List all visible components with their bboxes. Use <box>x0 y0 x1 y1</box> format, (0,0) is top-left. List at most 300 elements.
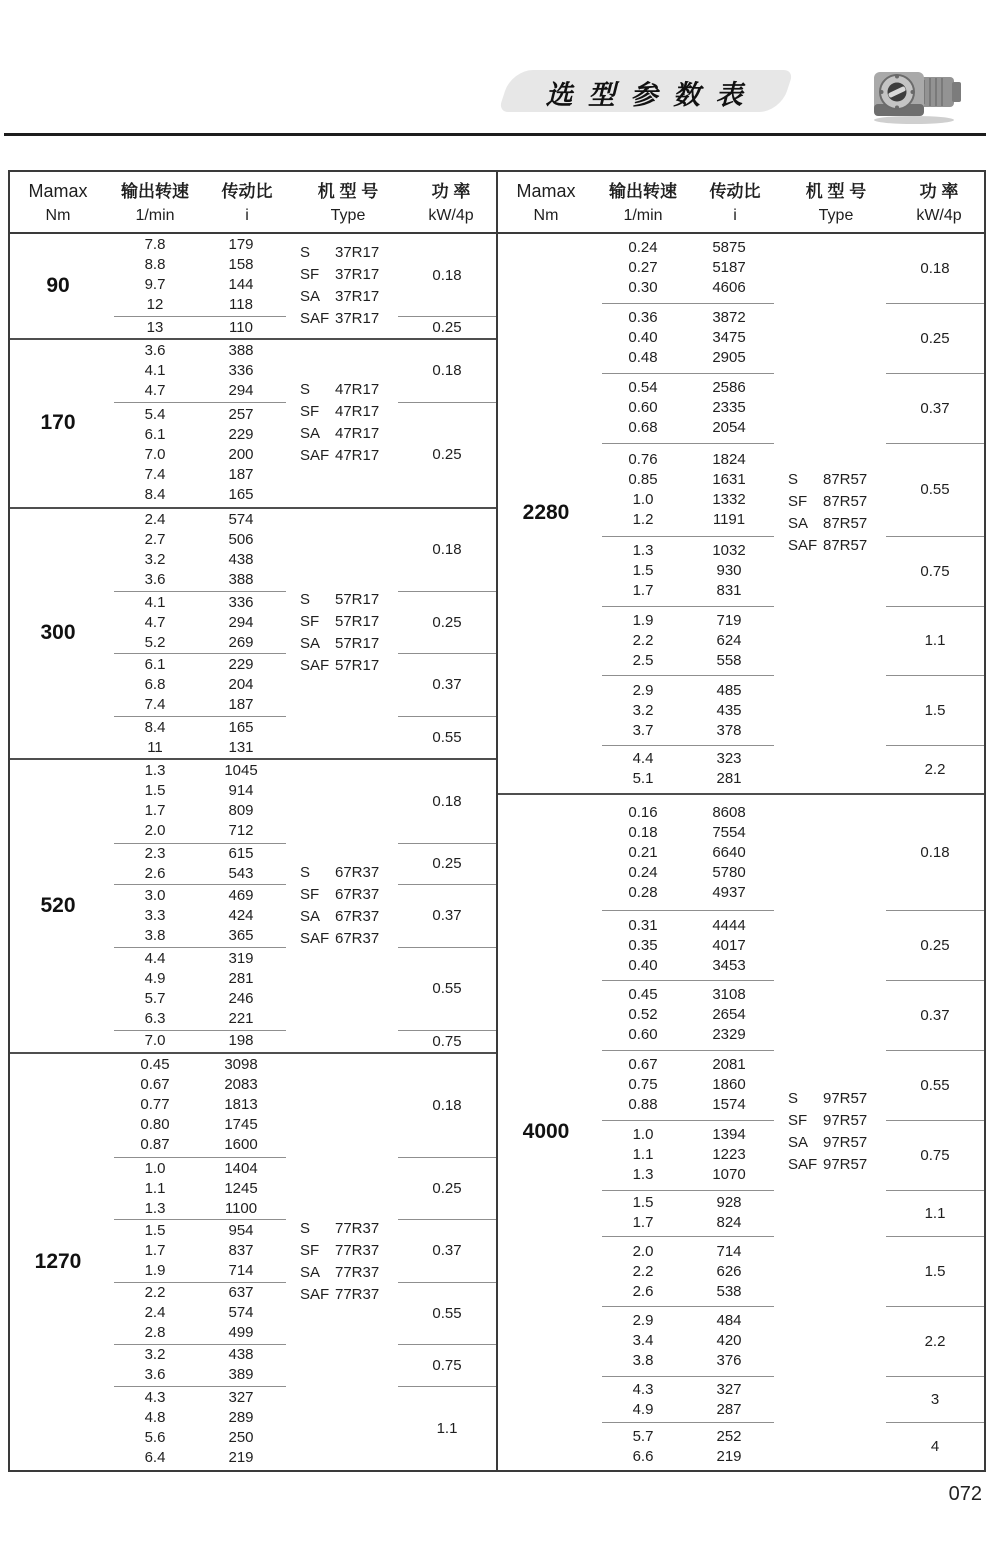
speed-value: 2.9 <box>632 681 654 699</box>
ratio-value: 165 <box>228 718 254 736</box>
ratio-value: 165 <box>228 485 254 503</box>
output-speed-column <box>602 1121 684 1190</box>
ratio-column <box>684 234 774 303</box>
type-model-line <box>788 1132 867 1154</box>
type-model: 57R17 <box>335 635 380 653</box>
speed-value: 3.6 <box>144 570 166 588</box>
page-title: 选 型 参 数 表 <box>545 79 747 110</box>
speed-ratio-block <box>602 444 774 537</box>
ratio-column <box>684 746 774 793</box>
header-unit: 1/min <box>623 207 663 224</box>
ratio-value: 221 <box>228 1009 254 1027</box>
output-speed-column <box>114 1220 196 1281</box>
speed-value: 4.1 <box>144 361 166 379</box>
type-prefix: SF <box>300 613 320 631</box>
power-value: 0.25 <box>432 319 462 337</box>
speed-value: 1.5 <box>632 562 654 580</box>
output-speed-column <box>602 1237 684 1306</box>
ratio-value: 378 <box>716 721 742 739</box>
speed-ratio-block <box>114 717 286 759</box>
ratio-value: 388 <box>228 570 254 588</box>
speed-value: 3.7 <box>632 721 654 739</box>
power-value: 0.18 <box>398 509 496 592</box>
speed-value: 4.3 <box>144 1389 166 1407</box>
mamax-value: 4000 <box>522 1120 570 1144</box>
column-header-output-speed <box>594 172 692 232</box>
ratio-value: 5187 <box>712 259 746 277</box>
speed-value: 7.0 <box>144 1032 166 1050</box>
type-model: 97R57 <box>823 1156 868 1174</box>
type-model-line <box>300 1262 379 1284</box>
power-value: 0.18 <box>398 1054 496 1158</box>
ratio-column <box>684 911 774 980</box>
ratio-value: 558 <box>716 651 742 669</box>
speed-ratio-block <box>114 1345 286 1387</box>
ratio-value: 289 <box>228 1409 254 1427</box>
power-value: 4 <box>930 1438 940 1456</box>
speed-value: 3.2 <box>632 701 654 719</box>
speed-value: 2.2 <box>632 1262 654 1280</box>
speed-ratio-block <box>114 592 286 654</box>
type-prefix: SF <box>300 266 320 284</box>
speed-value: 7.4 <box>144 695 166 713</box>
speed-value: 12 <box>146 296 164 314</box>
ratio-value: 250 <box>228 1429 254 1447</box>
selection-parameter-table <box>8 170 986 1472</box>
ratio-value: 2083 <box>224 1076 258 1094</box>
type-model: 87R57 <box>823 493 868 511</box>
type-models <box>300 340 379 507</box>
type-model: 97R57 <box>823 1112 868 1130</box>
speed-value: 1.9 <box>144 1261 166 1279</box>
speed-value: 1.3 <box>632 1166 654 1184</box>
ratio-value: 712 <box>228 822 254 840</box>
speed-value: 2.6 <box>632 1282 654 1300</box>
speed-ratio-block <box>602 304 774 374</box>
speed-value: 9.7 <box>144 276 166 294</box>
power-value: 0.55 <box>398 1283 496 1345</box>
type-model: 67R37 <box>335 886 380 904</box>
output-speed-column <box>114 592 196 653</box>
speed-value: 0.45 <box>140 1056 170 1074</box>
ratio-column <box>196 234 286 316</box>
ratio-column <box>196 1387 286 1470</box>
speed-value: 2.6 <box>144 864 166 882</box>
speed-value: 1.0 <box>632 1126 654 1144</box>
type-prefix: SA <box>788 515 809 533</box>
output-speed-column <box>114 1054 196 1157</box>
type-model: 97R57 <box>823 1090 868 1108</box>
type-models <box>300 1054 379 1470</box>
ratio-value: 229 <box>228 655 254 673</box>
type-model: 47R17 <box>335 403 380 421</box>
type-model-line <box>300 928 379 950</box>
type-prefix: SA <box>300 1263 321 1281</box>
power-value: 0.18 <box>398 340 496 402</box>
column-header-row <box>10 172 496 234</box>
power-value: 0.37 <box>886 981 984 1051</box>
type-model: 57R17 <box>335 613 380 631</box>
mamax-value: 2280 <box>522 501 570 525</box>
power-value: 1.5 <box>886 676 984 746</box>
ratio-value: 118 <box>229 296 253 314</box>
ratio-column <box>684 1051 774 1120</box>
output-speed-column <box>602 981 684 1050</box>
power-value: 2.2 <box>924 760 946 778</box>
type-prefix: SAF <box>300 310 330 328</box>
ratio-value: 930 <box>716 562 742 580</box>
ratio-value: 4017 <box>712 936 746 954</box>
ratio-column <box>684 374 774 443</box>
ratio-value: 1070 <box>712 1166 746 1184</box>
speed-value: 6.1 <box>144 425 166 443</box>
type-model: 67R37 <box>335 908 380 926</box>
ratio-value: 1100 <box>224 1199 258 1217</box>
output-speed-column <box>602 1377 684 1423</box>
table-half-left <box>10 172 496 1470</box>
speed-value: 0.60 <box>628 399 658 417</box>
power-value: 0.75 <box>886 537 984 607</box>
ratio-value: 376 <box>716 1352 742 1370</box>
ratio-value: 110 <box>229 318 253 336</box>
output-speed-column <box>114 1031 196 1052</box>
ratio-value: 319 <box>228 949 254 967</box>
speed-value: 4.7 <box>144 381 166 399</box>
header-unit: Type <box>818 207 854 224</box>
ratio-value: 187 <box>228 465 254 483</box>
ratio-value: 1631 <box>712 470 746 488</box>
ratio-value: 637 <box>228 1284 254 1302</box>
type-model: 87R57 <box>823 537 868 555</box>
type-models <box>788 234 867 793</box>
ratio-value: 204 <box>228 675 254 693</box>
ratio-value: 219 <box>228 1449 254 1467</box>
ratio-column <box>684 1191 774 1237</box>
ratio-value: 269 <box>228 633 254 651</box>
ratio-column <box>684 1423 774 1470</box>
ratio-value: 954 <box>228 1221 254 1239</box>
ratio-value: 388 <box>228 341 254 359</box>
speed-value: 0.36 <box>628 309 658 327</box>
speed-ratio-block <box>602 676 774 746</box>
output-speed-column <box>602 1191 684 1237</box>
speed-ratio-block <box>114 1054 286 1158</box>
type-model-line <box>788 1154 867 1176</box>
ratio-column <box>196 760 286 842</box>
speed-value: 3.2 <box>144 1346 166 1364</box>
type-prefix: SAF <box>300 657 330 675</box>
speed-value: 6.3 <box>144 1009 166 1027</box>
ratio-column <box>684 795 774 910</box>
power-value: 0.75 <box>886 1121 984 1191</box>
torque-group-4000 <box>498 795 984 1470</box>
type-models <box>300 760 379 1051</box>
power-value: 0.25 <box>398 844 496 886</box>
ratio-value: 809 <box>228 802 254 820</box>
ratio-column <box>196 1283 286 1344</box>
output-speed-column <box>114 317 196 338</box>
output-speed-column <box>602 1307 684 1376</box>
header-rule <box>4 133 986 136</box>
output-speed-column <box>114 1387 196 1470</box>
ratio-value: 2329 <box>712 1026 746 1044</box>
ratio-value: 336 <box>228 593 254 611</box>
ratio-column <box>684 676 774 745</box>
type-model: 47R17 <box>335 447 380 465</box>
speed-ratio-block <box>602 1121 774 1191</box>
header-label: 功 率 <box>919 182 959 201</box>
ratio-value: 714 <box>716 1242 742 1260</box>
ratio-value: 1574 <box>712 1096 746 1114</box>
ratio-column <box>684 607 774 676</box>
output-speed-column <box>602 234 684 303</box>
power-value: 0.75 <box>432 1032 462 1050</box>
type-model: 37R17 <box>335 310 380 328</box>
ratio-value: 252 <box>716 1427 742 1445</box>
ratio-value: 8608 <box>712 803 746 821</box>
ratio-value: 2081 <box>712 1056 746 1074</box>
ratio-column <box>196 1158 286 1219</box>
type-model: 77R37 <box>335 1219 380 1237</box>
ratio-value: 624 <box>716 631 742 649</box>
type-model-line <box>300 1218 379 1240</box>
output-speed-column <box>602 374 684 443</box>
power-value: 0.25 <box>886 304 984 374</box>
speed-ratio-block <box>602 1191 774 1238</box>
ratio-value: 4606 <box>712 279 746 297</box>
speed-ratio-block <box>114 885 286 947</box>
speed-ratio-block <box>114 1220 286 1282</box>
table-body-left <box>10 234 496 1470</box>
speed-value: 0.35 <box>628 936 658 954</box>
table-body-right <box>498 234 984 1470</box>
ratio-column <box>196 1031 286 1052</box>
output-speed-column <box>114 234 196 316</box>
speed-value: 0.88 <box>628 1096 658 1114</box>
column-header-mamax <box>498 172 594 232</box>
column-header-ratio <box>692 172 778 232</box>
power-value: 0.55 <box>886 1051 984 1121</box>
ratio-value: 3098 <box>224 1056 258 1074</box>
type-model: 47R17 <box>335 425 380 443</box>
mamax-value: 90 <box>46 274 70 298</box>
ratio-value: 928 <box>716 1194 742 1212</box>
header-unit: kW/4p <box>916 207 962 224</box>
power-value: 0.25 <box>398 592 496 654</box>
ratio-value: 287 <box>716 1400 742 1418</box>
type-model: 57R17 <box>335 591 380 609</box>
header-label: 输出转速 <box>609 182 677 201</box>
type-model-line <box>300 906 379 928</box>
mamax-value: 520 <box>40 894 76 918</box>
power-value: 0.37 <box>398 1220 496 1282</box>
speed-ratio-block <box>602 1307 774 1377</box>
ratio-value: 5780 <box>712 863 746 881</box>
type-prefix: SAF <box>788 537 818 555</box>
speed-value: 0.24 <box>628 239 658 257</box>
speed-value: 2.0 <box>144 822 166 840</box>
ratio-column <box>684 304 774 373</box>
ratio-value: 2054 <box>712 419 746 437</box>
speed-value: 1.5 <box>144 782 166 800</box>
speed-value: 0.16 <box>628 803 658 821</box>
ratio-value: 1860 <box>712 1076 746 1094</box>
speed-value: 0.24 <box>628 863 658 881</box>
type-model-line <box>300 589 379 611</box>
ratio-value: 1404 <box>224 1159 258 1177</box>
speed-value: 3.6 <box>144 1366 166 1384</box>
output-speed-column <box>114 760 196 842</box>
ratio-value: 831 <box>716 582 742 600</box>
ratio-column <box>196 885 286 946</box>
power-value: 2.2 <box>886 1307 984 1377</box>
ratio-value: 4937 <box>712 883 746 901</box>
power-value: 1.1 <box>886 607 984 677</box>
output-speed-column <box>114 844 196 885</box>
ratio-value: 2905 <box>712 349 746 367</box>
speed-ratio-block <box>602 981 774 1051</box>
type-model: 47R17 <box>335 381 380 399</box>
speed-value: 3.0 <box>144 886 166 904</box>
output-speed-column <box>114 1345 196 1386</box>
type-models <box>300 234 379 338</box>
ratio-value: 281 <box>228 969 254 987</box>
speed-value: 2.2 <box>144 1284 166 1302</box>
speed-value: 0.21 <box>628 843 658 861</box>
ratio-value: 1223 <box>712 1146 746 1164</box>
type-prefix: SA <box>300 425 321 443</box>
speed-ratio-block <box>602 911 774 981</box>
ratio-value: 2335 <box>712 399 746 417</box>
speed-ratio-block <box>114 1283 286 1345</box>
type-model-line <box>788 513 867 535</box>
column-header-row <box>498 172 984 234</box>
speed-value: 4.9 <box>144 969 166 987</box>
power-value: 1.1 <box>886 1191 984 1238</box>
speed-value: 4.4 <box>632 750 654 768</box>
ratio-value: 327 <box>228 1389 254 1407</box>
speed-ratio-block <box>114 509 286 592</box>
type-model-line <box>300 242 379 264</box>
ratio-value: 323 <box>716 750 742 768</box>
speed-value: 7.4 <box>144 465 166 483</box>
type-prefix: SF <box>300 1241 320 1259</box>
header-unit: 1/min <box>135 207 175 224</box>
type-prefix: SA <box>300 288 321 306</box>
ratio-column <box>196 592 286 653</box>
mamax-value: 300 <box>40 621 76 645</box>
speed-value: 2.5 <box>632 651 654 669</box>
ratio-value: 294 <box>228 381 254 399</box>
speed-value: 0.40 <box>628 329 658 347</box>
type-model: 77R37 <box>335 1263 380 1281</box>
type-model: 87R57 <box>823 471 868 489</box>
gearmotor-photo <box>866 62 966 126</box>
speed-ratio-block <box>114 760 286 843</box>
header-unit: kW/4p <box>428 207 474 224</box>
speed-value: 1.9 <box>632 611 654 629</box>
speed-value: 3.4 <box>632 1332 654 1350</box>
speed-ratio-block <box>602 1423 774 1470</box>
torque-group-1270 <box>10 1054 496 1470</box>
type-model-line <box>788 1110 867 1132</box>
type-model-line <box>300 611 379 633</box>
ratio-value: 626 <box>716 1262 742 1280</box>
type-prefix: SA <box>300 908 321 926</box>
ratio-column <box>196 1220 286 1281</box>
speed-value: 1.1 <box>144 1179 166 1197</box>
mamax-value: 170 <box>40 411 76 435</box>
ratio-value: 389 <box>228 1366 254 1384</box>
ratio-value: 1045 <box>224 762 258 780</box>
column-header-power <box>406 172 496 232</box>
ratio-value: 365 <box>228 926 254 944</box>
ratio-value: 543 <box>228 864 254 882</box>
ratio-value: 198 <box>228 1032 254 1050</box>
speed-value: 8.4 <box>144 718 166 736</box>
speed-value: 2.4 <box>144 510 166 528</box>
ratio-value: 574 <box>228 1304 254 1322</box>
speed-value: 0.80 <box>140 1116 170 1134</box>
speed-value: 3.8 <box>632 1352 654 1370</box>
type-model: 67R37 <box>335 930 380 948</box>
header-unit: i <box>733 207 737 224</box>
header-label: 传动比 <box>709 182 761 201</box>
type-prefix: SAF <box>300 447 330 465</box>
speed-value: 2.3 <box>144 844 166 862</box>
torque-group-520 <box>10 760 496 1053</box>
ratio-value: 1394 <box>712 1126 746 1144</box>
output-speed-column <box>114 403 196 507</box>
output-speed-column <box>114 885 196 946</box>
type-model: 87R57 <box>823 515 868 533</box>
type-prefix: SF <box>300 886 320 904</box>
power-value: 0.37 <box>398 885 496 947</box>
header-label: 传动比 <box>221 182 273 201</box>
ratio-column <box>196 1054 286 1157</box>
output-speed-column <box>114 948 196 1030</box>
ratio-column <box>196 717 286 759</box>
speed-value: 3.8 <box>144 926 166 944</box>
speed-value: 1.0 <box>144 1159 166 1177</box>
speed-value: 0.77 <box>140 1096 170 1114</box>
type-prefix: SAF <box>788 1156 818 1174</box>
power-value: 0.25 <box>886 911 984 981</box>
speed-value: 1.5 <box>632 1194 654 1212</box>
speed-value: 0.75 <box>628 1076 658 1094</box>
ratio-value: 1813 <box>224 1096 258 1114</box>
speed-value: 3.3 <box>144 906 166 924</box>
speed-value: 2.2 <box>632 631 654 649</box>
type-model-line <box>300 884 379 906</box>
power-value: 0.55 <box>886 444 984 537</box>
ratio-column <box>196 844 286 885</box>
power-value: 0.37 <box>398 654 496 716</box>
ratio-column <box>196 1345 286 1386</box>
ratio-value: 3475 <box>712 329 746 347</box>
ratio-value: 1032 <box>712 542 746 560</box>
output-speed-column <box>114 717 196 759</box>
speed-ratio-block <box>602 1237 774 1307</box>
ratio-value: 435 <box>716 701 742 719</box>
type-model-line <box>788 469 867 491</box>
ratio-value: 914 <box>228 782 254 800</box>
speed-value: 0.54 <box>628 379 658 397</box>
speed-value: 8.4 <box>144 485 166 503</box>
power-value: 0.55 <box>398 948 496 1031</box>
output-speed-column <box>602 911 684 980</box>
speed-ratio-block <box>602 1377 774 1424</box>
